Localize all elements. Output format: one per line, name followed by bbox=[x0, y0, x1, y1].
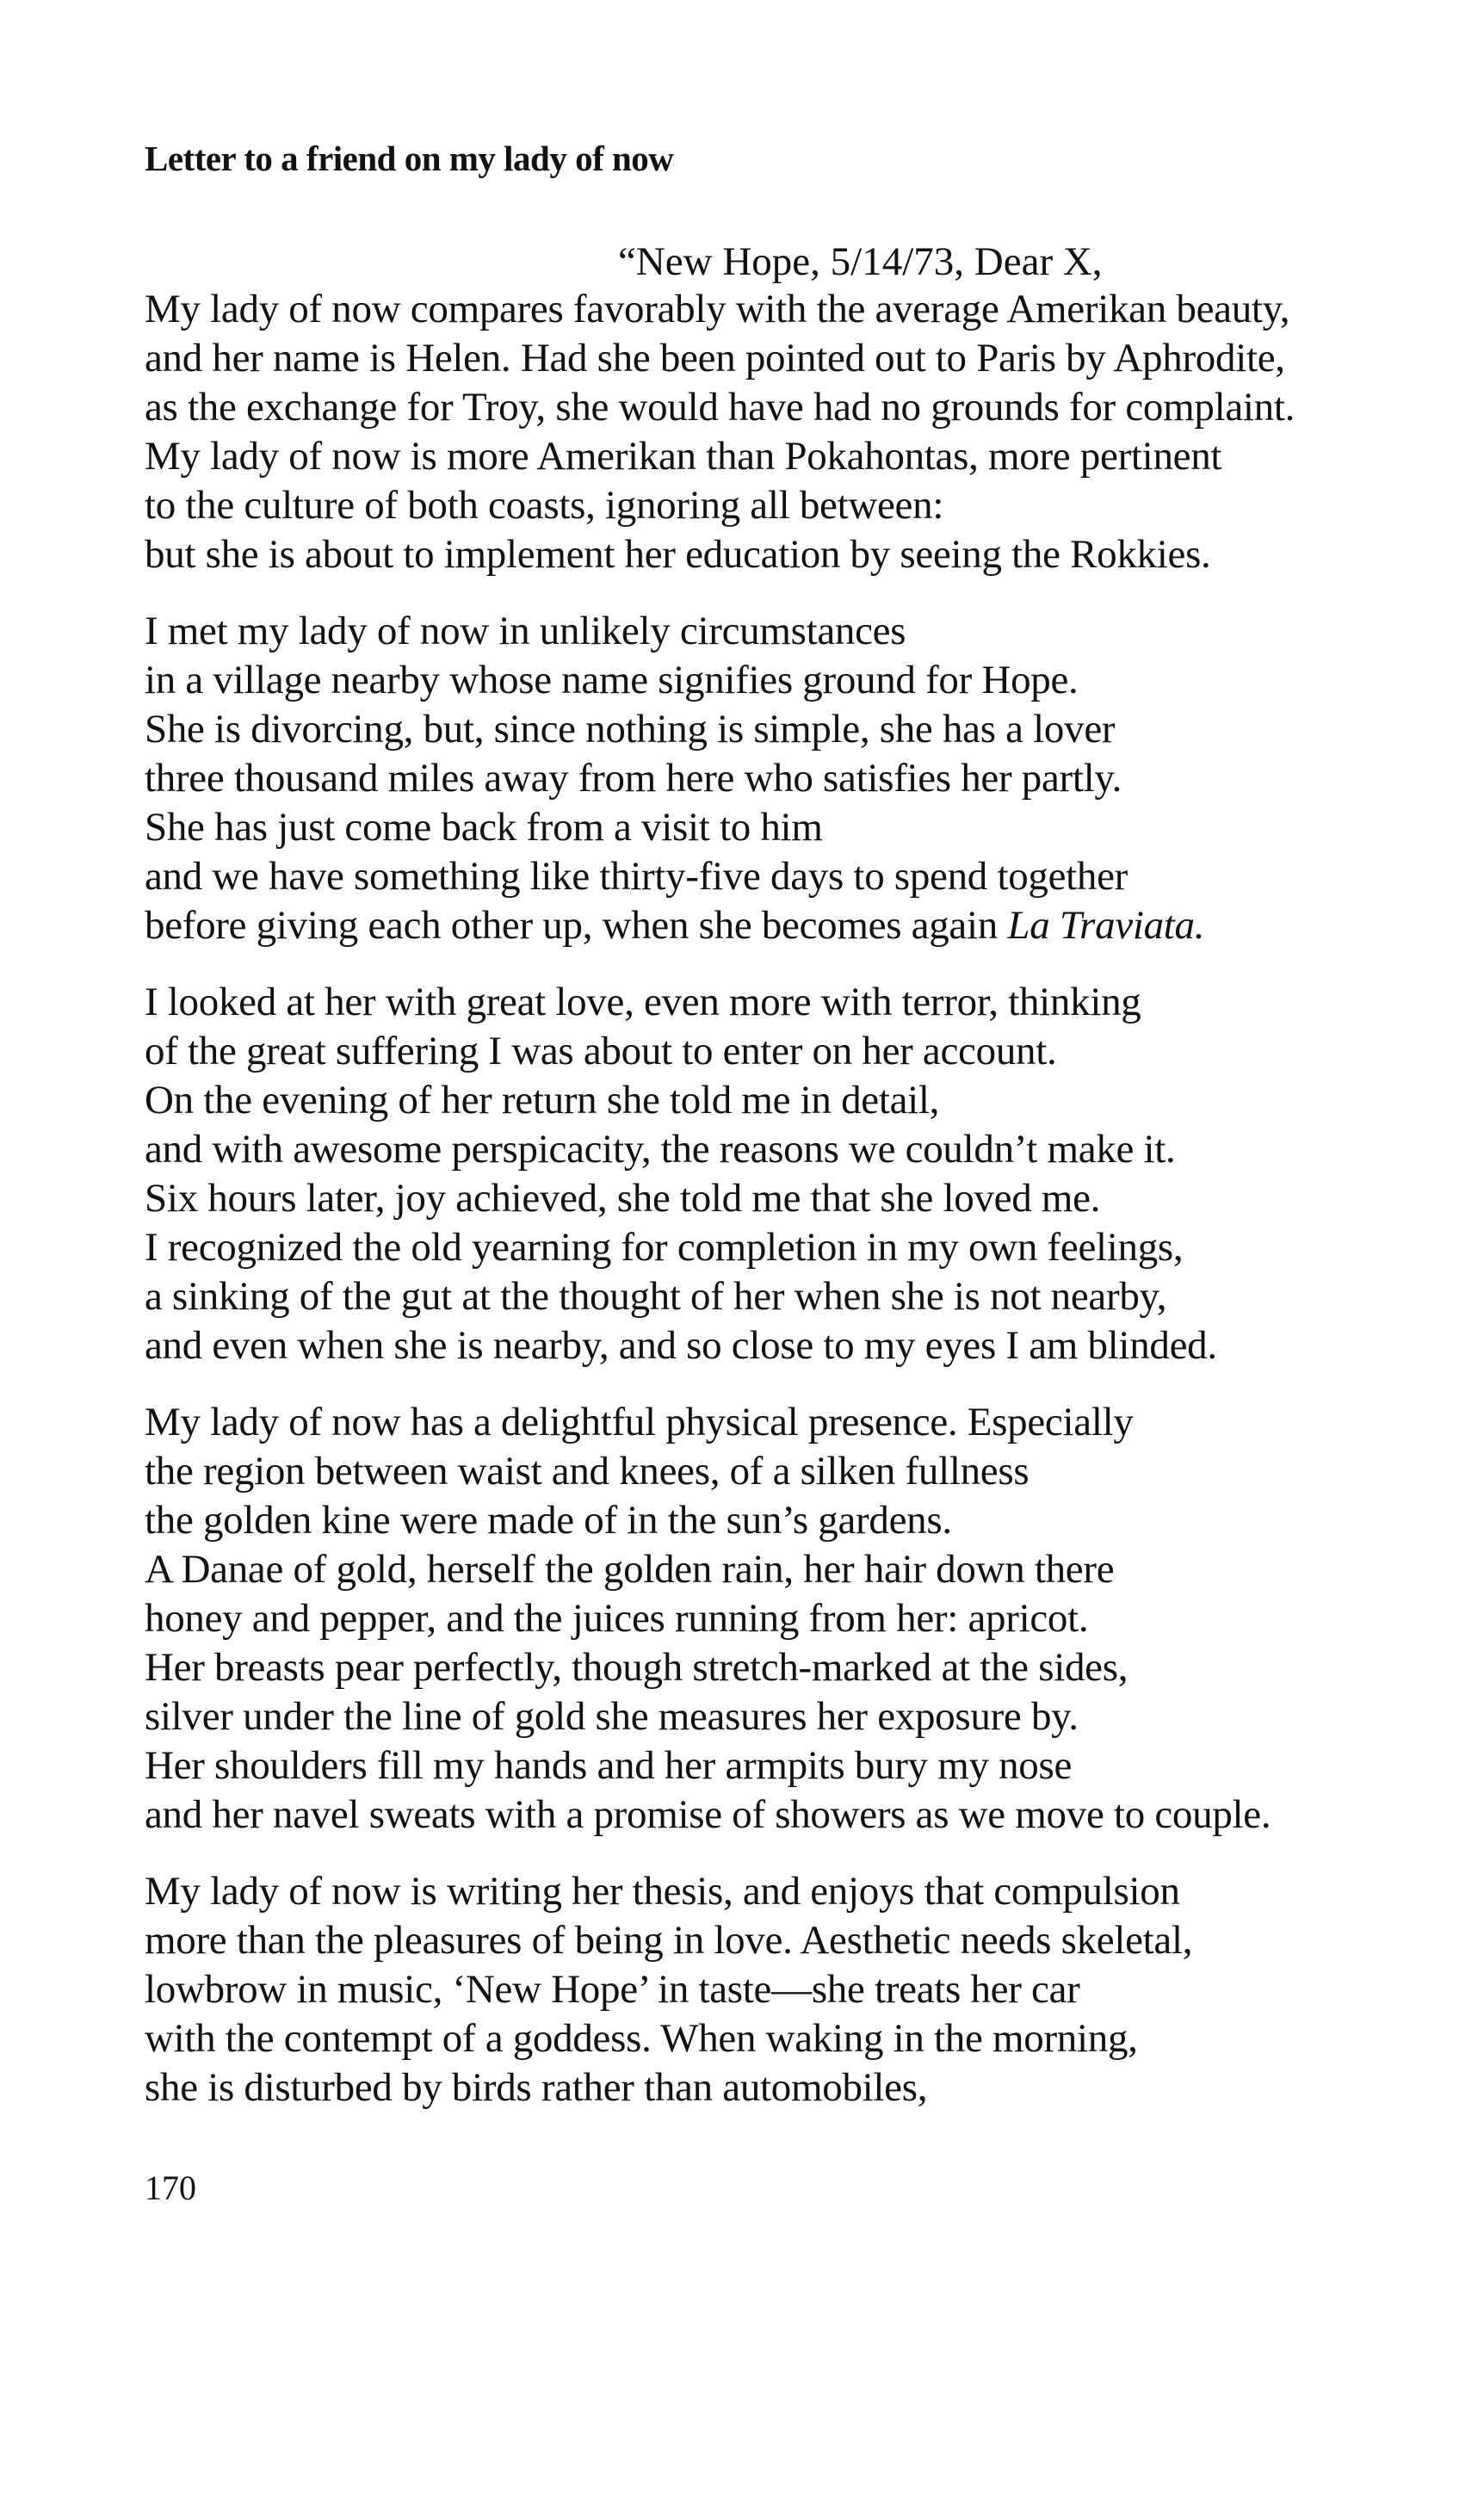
stanza-3 bbox=[145, 978, 1367, 1370]
poem-line: a sinking of the gut at the thought of her when she is not nearby, bbox=[145, 1274, 1167, 1319]
poem-line: as the exchange for Troy, she would have had no grounds for complaint. bbox=[145, 385, 1295, 430]
poem-line: Her shoulders fill my hands and her armpits bury my nose bbox=[145, 1743, 1073, 1788]
poem-body bbox=[145, 285, 1367, 2140]
poem-line: I recognized the old yearning for completion in my own feelings, bbox=[145, 1225, 1184, 1270]
poem-line: She has just come back from a visit to him bbox=[145, 805, 823, 850]
poem-line: three thousand miles away from here who satisfies her partly. bbox=[145, 756, 1122, 801]
poem-line: and her name is Helen. Had she been pointed out to Paris by Aphrodite, bbox=[145, 336, 1285, 380]
poem-line: with the contempt of a goddess. When waking in the morning, bbox=[145, 2016, 1138, 2061]
opera-title: La Traviata. bbox=[1007, 903, 1205, 948]
poem-line: and even when she is nearby, and so close to my eyes I am blinded. bbox=[145, 1323, 1217, 1368]
poem-title: Letter to a friend on my lady of now bbox=[145, 139, 674, 178]
poem-line: silver under the line of gold she measures her exposure by. bbox=[145, 1694, 1079, 1739]
poem-line: My lady of now is more Amerikan than Pokahontas, more pertinent bbox=[145, 434, 1222, 479]
stanza-4 bbox=[145, 1398, 1367, 1840]
poem-line: She is divorcing, but, since nothing is simple, she has a lover bbox=[145, 707, 1116, 752]
poem-line: to the culture of both coasts, ignoring all between: bbox=[145, 483, 944, 528]
poem-line: Six hours later, joy achieved, she told me that she loved me. bbox=[145, 1176, 1101, 1221]
poem-line: A Danae of gold, herself the golden rain, her hair down there bbox=[145, 1547, 1115, 1592]
poem-line: the golden kine were made of in the sun’s gardens. bbox=[145, 1498, 952, 1543]
poem-line: My lady of now is writing her thesis, and enjoys that compulsion bbox=[145, 1869, 1180, 1914]
poem-line: My lady of now compares favorably with the average Amerikan beauty, bbox=[145, 287, 1290, 331]
poem-line: honey and pepper, and the juices running from her: apricot. bbox=[145, 1596, 1089, 1641]
poem-line: of the great suffering I was about to enter on her account. bbox=[145, 1029, 1057, 1073]
page-number: 170 bbox=[145, 2168, 196, 2207]
poem-line: I looked at her with great love, even more with terror, thinking bbox=[145, 980, 1141, 1024]
poem-line: My lady of now has a delightful physical presence. Especially bbox=[145, 1400, 1134, 1444]
poem-line: but she is about to implement her education by seeing the Rokkies. bbox=[145, 532, 1211, 577]
poem-line-text: before giving each other up, when she becomes again bbox=[145, 903, 1008, 948]
stanza-5 bbox=[145, 1867, 1367, 2112]
stanza-2 bbox=[145, 607, 1367, 950]
poem-line: lowbrow in music, ‘New Hope’ in taste—she treats her car bbox=[145, 1967, 1080, 2012]
poem-line: and her navel sweats with a promise of showers as we move to couple. bbox=[145, 1792, 1271, 1837]
letter-salutation: “New Hope, 5/14/73, Dear X, bbox=[618, 239, 1103, 284]
poem-line: she is disturbed by birds rather than automobiles, bbox=[145, 2065, 928, 2110]
poem-line: and with awesome perspicacity, the reasons we couldn’t make it. bbox=[145, 1127, 1176, 1172]
poem-line: On the evening of her return she told me in detail, bbox=[145, 1078, 940, 1123]
poem-line bbox=[145, 901, 1367, 950]
poem-line: I met my lady of now in unlikely circumstances bbox=[145, 609, 906, 653]
poem-line: the region between waist and knees, of a silken fullness bbox=[145, 1449, 1030, 1494]
poem-line: and we have something like thirty-five days to spend together bbox=[145, 854, 1128, 899]
poem-line: more than the pleasures of being in love. Aesthetic needs skeletal, bbox=[145, 1918, 1193, 1963]
poem-line: in a village nearby whose name signifies ground for Hope. bbox=[145, 658, 1079, 702]
poem-line: Her breasts pear perfectly, though stretch-marked at the sides, bbox=[145, 1645, 1128, 1690]
stanza-1 bbox=[145, 285, 1367, 579]
